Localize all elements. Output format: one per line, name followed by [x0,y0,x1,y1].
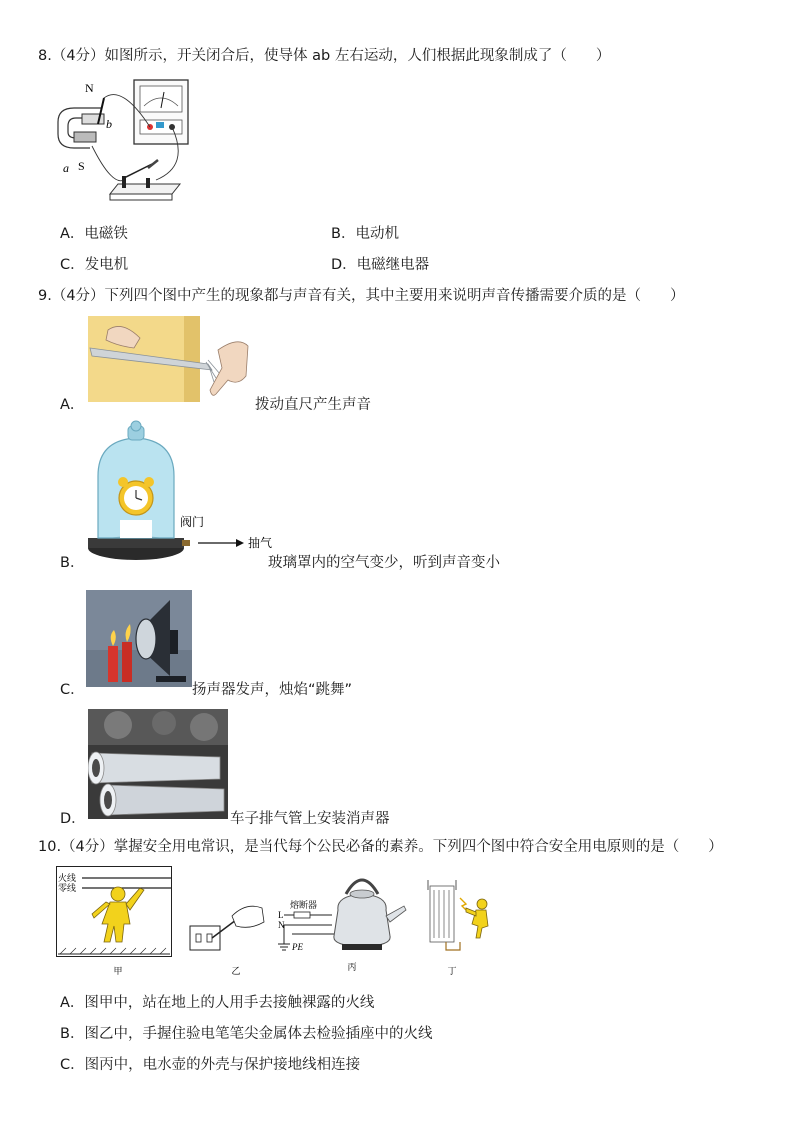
q10-stem: 10.（4分）掌握安全用电常识，是当代每个公民必备的素养。下列四个图中符合安全用电原则的是（ ） [38,839,723,855]
electric-kettle [334,880,406,950]
q8-option-a[interactable]: A．电磁铁 [60,226,128,242]
label-b: b [106,117,112,131]
fuse [294,912,310,918]
q10-option-c[interactable]: C．图丙中，电水壶的外壳与保护接地线相连接 [60,1057,361,1073]
exhaust-pipe-top [92,753,220,783]
ladder [446,942,460,950]
label-jia: 甲 [113,966,123,976]
socket [190,926,220,950]
q8-option-c[interactable]: C．发电机 [60,257,129,273]
q10-figure-yi [186,896,270,978]
hand-yi [232,906,264,927]
q9-figure-ruler [88,316,254,406]
person-ding [466,899,488,938]
switch-blade [124,164,152,178]
exhaust-pipe-bottom [106,785,224,815]
candle-right [122,642,132,682]
label-fuse: 熔断器 [290,900,318,910]
q10-figure-ding [420,876,496,978]
label-pe: PE [292,942,303,952]
label-n: N [85,81,94,95]
q10-figure-jia [56,866,176,978]
q9-option-d-letter[interactable]: D． [60,811,86,827]
q9-figure-speaker-candles [86,590,192,687]
q8-stem: 8.（4分）如图所示，开关闭合后，使导体 ab 左右运动，人们根据此现象制成了（ ） [38,48,611,64]
q9-figure-bell-jar [88,420,274,564]
switch-base [110,184,180,194]
q9-option-c-caption: 扬声器发声，烛焰“跳舞” [192,682,353,698]
q8-option-d[interactable]: D．电磁继电器 [331,257,430,273]
q9-option-c-letter[interactable]: C． [60,682,85,698]
label-ding: 丁 [447,966,457,976]
valve [182,540,190,546]
q9-option-a-caption: 拨动直尺产生声音 [255,397,371,413]
label-valve: 阀门 [180,515,205,529]
label-bing: 丙 [347,962,357,972]
label-yi: 乙 [231,966,241,976]
q10-figure-bing [272,866,410,978]
q9-option-a-letter[interactable]: A． [60,397,85,413]
label-n: N [278,920,285,930]
q8-figure-generator [52,76,202,210]
candle-left [108,646,118,682]
q10-option-a[interactable]: A．图甲中，站在地上的人用手去接触裸露的火线 [60,995,375,1011]
q9-stem: 9.（4分）下列四个图中产生的现象都与声音有关，其中主要用来说明声音传播需要介质的是（ ） [38,288,685,304]
label-a: a [63,161,69,175]
label-neutral: 零线 [58,883,77,893]
q9-option-d-caption: 车子排气管上安装消声器 [230,811,390,827]
label-s: S [78,159,85,173]
q8-option-b[interactable]: B．电动机 [331,226,399,242]
q9-option-b-letter[interactable]: B． [60,555,85,571]
q9-figure-exhaust [88,709,228,819]
label-pump: 抽气 [248,536,273,550]
q10-option-b[interactable]: B．图乙中，手握住验电笔笔尖金属体去检验插座中的火线 [60,1026,433,1042]
label-l: L [278,910,284,920]
label-live: 火线 [58,873,77,883]
magnet-s-pole [74,132,96,142]
q9-option-b-caption: 玻璃罩内的空气变少，听到声音变小 [268,555,500,571]
